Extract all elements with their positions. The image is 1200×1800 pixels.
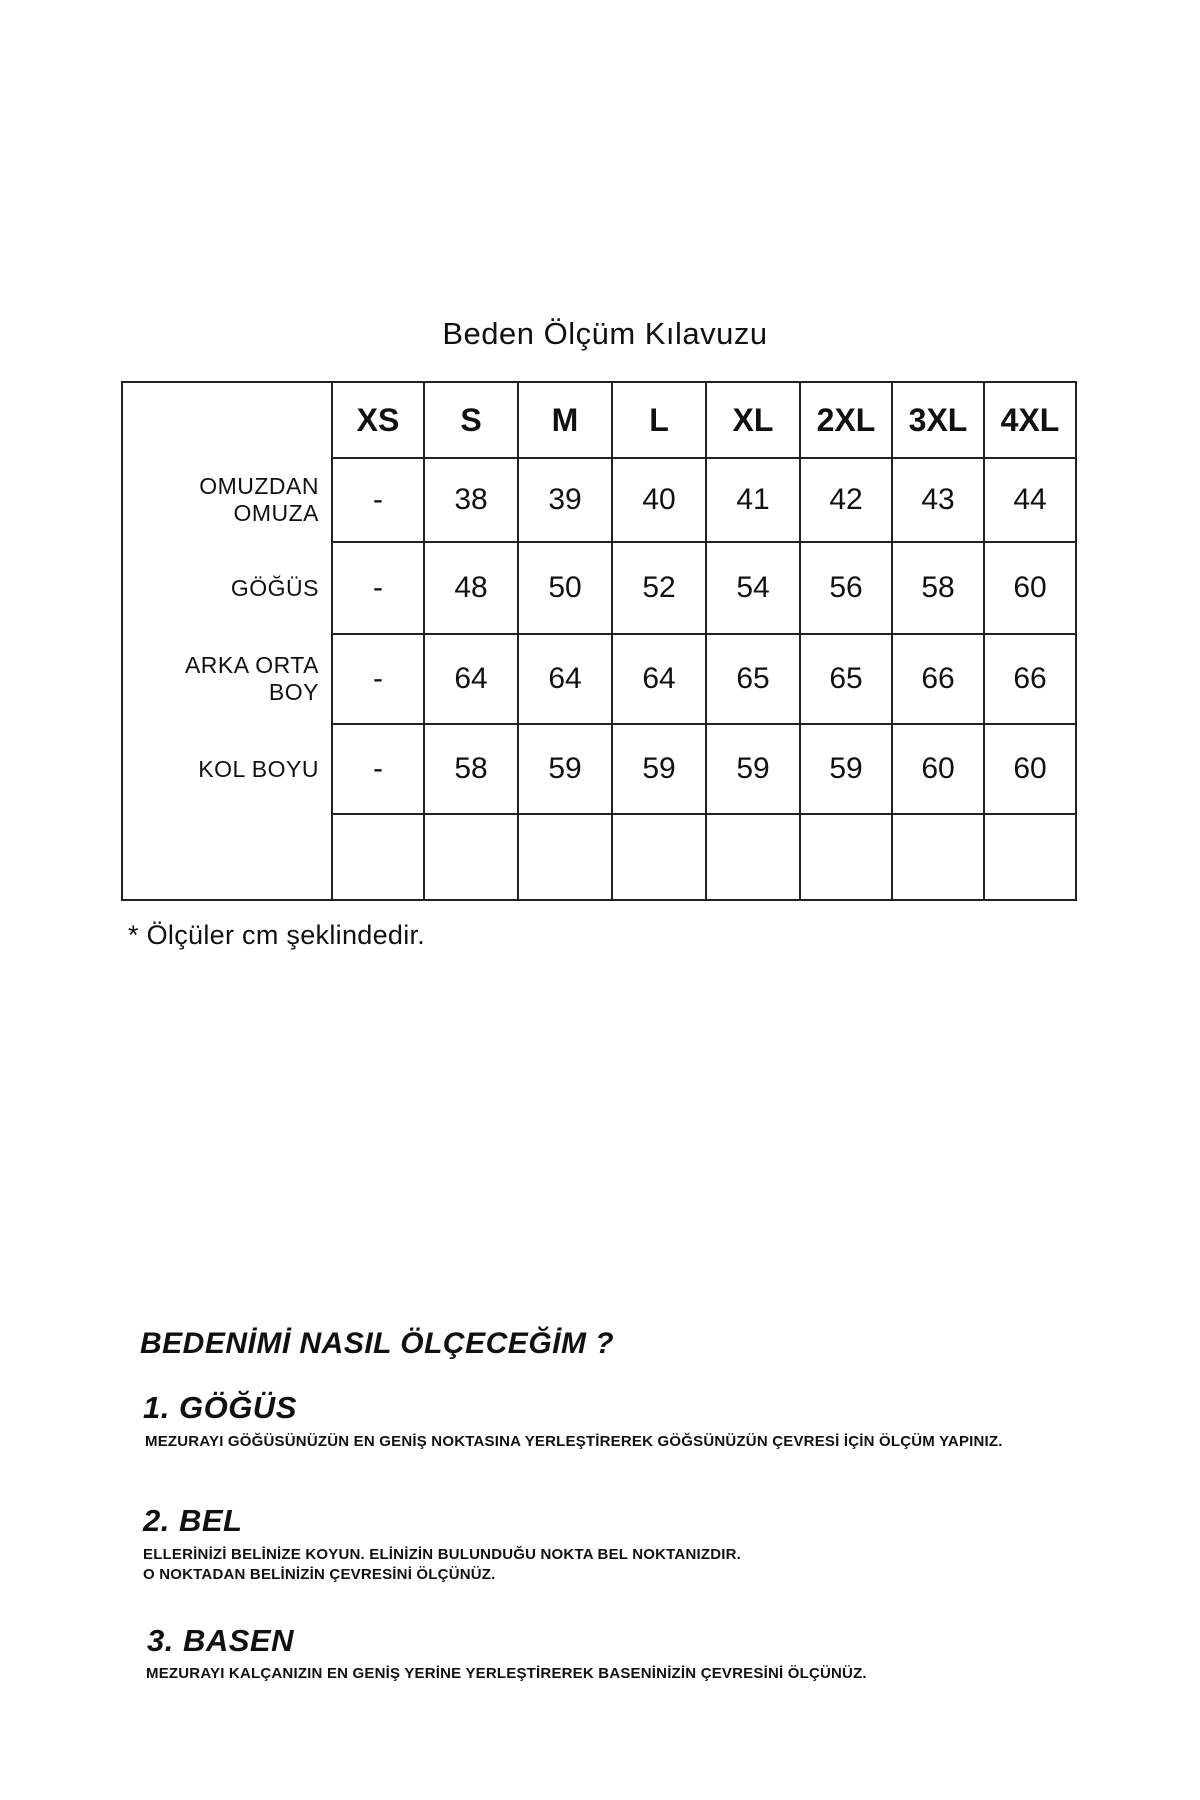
value-cell: 64 bbox=[612, 634, 706, 724]
row-label-line: ARKA ORTA bbox=[184, 652, 319, 678]
value-cell: 60 bbox=[984, 724, 1076, 814]
value-cell: 41 bbox=[706, 458, 800, 542]
empty-cell bbox=[706, 814, 800, 900]
value-cell: 59 bbox=[518, 724, 612, 814]
value-cell: 60 bbox=[984, 542, 1076, 634]
empty-cell bbox=[332, 814, 424, 900]
value-cell: 59 bbox=[612, 724, 706, 814]
size-header: L bbox=[612, 382, 706, 458]
value-cell: 65 bbox=[706, 634, 800, 724]
value-cell: 52 bbox=[612, 542, 706, 634]
step-title-chest: 1. GÖĞÜS bbox=[143, 1390, 297, 1425]
empty-cell bbox=[424, 814, 518, 900]
empty-cell bbox=[122, 814, 332, 900]
row-label-line: OMUZA bbox=[233, 500, 319, 526]
value-cell: - bbox=[332, 724, 424, 814]
page-title: Beden Ölçüm Kılavuzu bbox=[442, 316, 768, 351]
value-cell: 65 bbox=[800, 634, 892, 724]
empty-row bbox=[122, 814, 1076, 900]
value-cell: 59 bbox=[706, 724, 800, 814]
row-label-line: OMUZDAN bbox=[199, 473, 319, 499]
empty-cell bbox=[518, 814, 612, 900]
step-text-chest: MEZURAYI GÖĞÜSÜNÜZÜN EN GENİŞ NOKTASINA YERLEŞTİREREK GÖĞSÜNÜZÜN ÇEVRESİ İÇİN ÖLÇÜM YAPINIZ. bbox=[145, 1433, 1003, 1450]
row-label-line: BOY bbox=[268, 679, 319, 705]
step-text-hip: MEZURAYI KALÇANIZIN EN GENİŞ YERİNE YERLEŞTİREREK BASENİNİZİN ÇEVRESİNİ ÖLÇÜNÜZ. bbox=[146, 1665, 867, 1682]
value-cell: 60 bbox=[892, 724, 984, 814]
value-cell: 56 bbox=[800, 542, 892, 634]
row-label-line: KOL BOYU bbox=[198, 755, 319, 782]
value-cell: 42 bbox=[800, 458, 892, 542]
step-title-waist: 2. BEL bbox=[143, 1503, 243, 1538]
size-chart-table bbox=[121, 381, 1077, 901]
row-label-line: GÖĞÜS bbox=[230, 574, 319, 601]
empty-cell bbox=[892, 814, 984, 900]
measurement-row bbox=[122, 458, 1076, 542]
value-cell: 58 bbox=[424, 724, 518, 814]
value-cell: 44 bbox=[984, 458, 1076, 542]
value-cell: 66 bbox=[892, 634, 984, 724]
value-cell: - bbox=[332, 542, 424, 634]
row-label bbox=[122, 724, 332, 814]
size-header: XL bbox=[706, 382, 800, 458]
size-header: M bbox=[518, 382, 612, 458]
value-cell: 50 bbox=[518, 542, 612, 634]
size-header: S bbox=[424, 382, 518, 458]
value-cell: 54 bbox=[706, 542, 800, 634]
value-cell: 39 bbox=[518, 458, 612, 542]
corner-cell bbox=[122, 382, 332, 458]
measurement-row bbox=[122, 542, 1076, 634]
value-cell: 59 bbox=[800, 724, 892, 814]
size-header: 2XL bbox=[800, 382, 892, 458]
measurement-row bbox=[122, 724, 1076, 814]
empty-cell bbox=[984, 814, 1076, 900]
value-cell: 48 bbox=[424, 542, 518, 634]
value-cell: 40 bbox=[612, 458, 706, 542]
row-label bbox=[122, 542, 332, 634]
value-cell: 64 bbox=[424, 634, 518, 724]
step-title-hip: 3. BASEN bbox=[147, 1623, 294, 1658]
value-cell: 64 bbox=[518, 634, 612, 724]
value-cell: 38 bbox=[424, 458, 518, 542]
measurement-row bbox=[122, 634, 1076, 724]
step-text-waist-line2: O NOKTADAN BELİNİZİN ÇEVRESİNİ ÖLÇÜNÜZ. bbox=[143, 1566, 496, 1583]
value-cell: - bbox=[332, 634, 424, 724]
value-cell: 43 bbox=[892, 458, 984, 542]
unit-note: * Ölçüler cm şeklindedir. bbox=[128, 920, 426, 950]
how-to-title: BEDENİMİ NASIL ÖLÇECEĞİM ? bbox=[140, 1327, 615, 1360]
value-cell: 66 bbox=[984, 634, 1076, 724]
size-header: 3XL bbox=[892, 382, 984, 458]
row-label bbox=[122, 458, 332, 542]
empty-cell bbox=[800, 814, 892, 900]
size-header: 4XL bbox=[984, 382, 1076, 458]
empty-cell bbox=[612, 814, 706, 900]
value-cell: 58 bbox=[892, 542, 984, 634]
size-header: XS bbox=[332, 382, 424, 458]
value-cell: - bbox=[332, 458, 424, 542]
row-label bbox=[122, 634, 332, 724]
size-header-row bbox=[122, 382, 1076, 458]
step-text-waist-line1: ELLERİNİZİ BELİNİZE KOYUN. ELİNİZİN BULUNDUĞU NOKTA BEL NOKTANIZDIR. bbox=[143, 1546, 742, 1563]
